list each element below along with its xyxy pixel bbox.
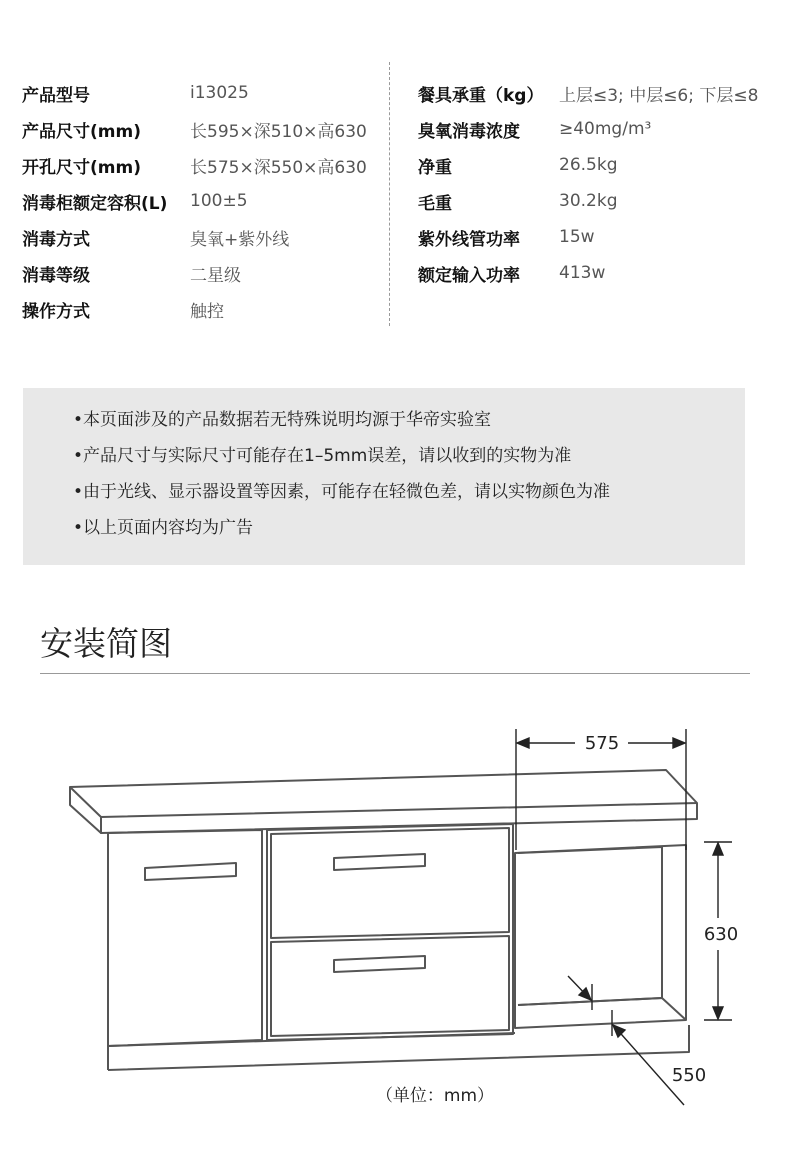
spec-value: 长575×深550×高630 bbox=[190, 157, 367, 178]
spec-label: 消毒柜额定容积(L) bbox=[22, 193, 168, 214]
spec-value: 上层≤3; 中层≤6; 下层≤8 bbox=[559, 85, 759, 106]
drawer-upper bbox=[271, 828, 509, 938]
spec-left-column bbox=[22, 75, 382, 327]
width-dimension-label: 575 bbox=[584, 733, 620, 754]
spec-row bbox=[22, 75, 382, 111]
spec-row bbox=[418, 147, 790, 183]
countertop-front bbox=[70, 787, 101, 833]
spec-label: 开孔尺寸(mm) bbox=[22, 157, 141, 178]
height-dimension-label: 630 bbox=[703, 924, 739, 945]
spec-row bbox=[22, 147, 382, 183]
cabinet-base-left bbox=[108, 1025, 689, 1070]
notice-item: •本页面涉及的产品数据若无特殊说明均源于华帝实验室 bbox=[73, 410, 492, 430]
spec-row bbox=[22, 291, 382, 327]
spec-row bbox=[418, 75, 790, 111]
spec-row bbox=[418, 219, 790, 255]
drawer-handle-upper bbox=[334, 854, 425, 870]
section-rule bbox=[40, 673, 750, 674]
opening-floor bbox=[518, 998, 686, 1020]
spec-row bbox=[22, 183, 382, 219]
spec-label: 产品型号 bbox=[22, 85, 90, 106]
spec-label: 消毒等级 bbox=[22, 265, 90, 286]
spec-value: 触控 bbox=[190, 301, 224, 322]
notice-item: •产品尺寸与实际尺寸可能存在1–5mm误差，请以收到的实物为准 bbox=[73, 446, 572, 466]
spec-row bbox=[418, 183, 790, 219]
spec-row bbox=[22, 255, 382, 291]
section-title: 安装简图 bbox=[40, 624, 172, 663]
spec-value: 二星级 bbox=[190, 265, 241, 286]
spec-value: 26.5kg bbox=[559, 155, 618, 175]
drawer-lower bbox=[271, 936, 509, 1036]
spec-label: 臭氧消毒浓度 bbox=[418, 121, 520, 142]
spec-label: 消毒方式 bbox=[22, 229, 90, 250]
spec-value: ≥40mg/m³ bbox=[559, 119, 652, 139]
spec-row bbox=[418, 111, 790, 147]
notice-item: •以上页面内容均为广告 bbox=[73, 518, 254, 538]
countertop-edge bbox=[101, 803, 697, 833]
spec-row bbox=[418, 255, 790, 291]
spec-label: 净重 bbox=[418, 157, 452, 178]
spec-row bbox=[22, 111, 382, 147]
door-handle bbox=[145, 863, 236, 880]
installation-diagram bbox=[0, 700, 790, 1110]
left-door bbox=[108, 830, 262, 1046]
spec-label: 毛重 bbox=[418, 193, 452, 214]
drawer-handle-lower bbox=[334, 956, 425, 972]
spec-label: 产品尺寸(mm) bbox=[22, 121, 141, 142]
spec-label: 操作方式 bbox=[22, 301, 90, 322]
spec-right-column bbox=[418, 75, 790, 291]
spec-value: 15w bbox=[559, 227, 595, 247]
opening-back bbox=[518, 847, 662, 1005]
spec-value: 臭氧+紫外线 bbox=[190, 229, 290, 250]
spec-value: 413w bbox=[559, 263, 606, 283]
countertop bbox=[70, 770, 697, 817]
spec-label: 额定输入功率 bbox=[418, 265, 520, 286]
spec-value: 长595×深510×高630 bbox=[190, 121, 367, 142]
spec-value: i13025 bbox=[190, 83, 249, 103]
spec-label: 餐具承重（kg） bbox=[418, 85, 544, 106]
notice-item: •由于光线、显示器设置等因素，可能存在轻微色差，请以实物颜色为准 bbox=[73, 482, 611, 502]
spec-row bbox=[22, 219, 382, 255]
spec-value: 30.2kg bbox=[559, 191, 618, 211]
depth-dimension-label: 550 bbox=[671, 1065, 707, 1086]
spec-value: 100±5 bbox=[190, 191, 248, 211]
spec-label: 紫外线管功率 bbox=[418, 229, 520, 250]
unit-note: （单位：mm） bbox=[375, 1086, 495, 1106]
spec-divider bbox=[389, 62, 390, 326]
notice-box bbox=[23, 388, 745, 565]
